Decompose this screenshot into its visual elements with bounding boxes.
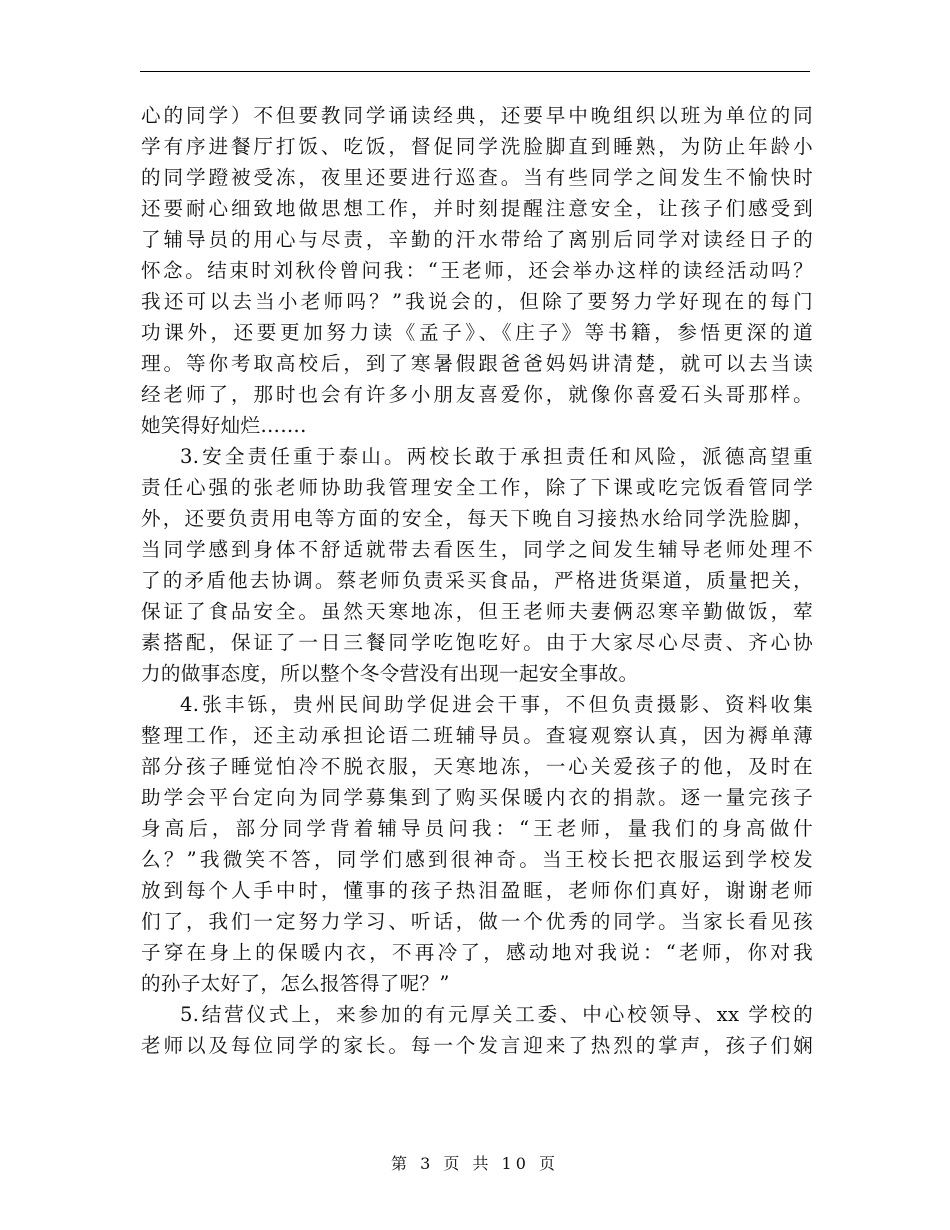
text-line: 了的矛盾他去协调。蔡老师负责采买食品，严格进货渠道，质量把关，	[141, 569, 813, 592]
text-line: 外，还要负责用电等方面的安全，每天下晚自习接热水给同学洗脸脚，	[141, 507, 813, 530]
text-line: 学有序进餐厅打饭、吃饭，督促同学洗脸脚直到睡熟，为防止年龄小	[141, 135, 813, 158]
text-line: 子穿在身上的保暖内衣，不再冷了，感动地对我说：“老师，你对我	[141, 941, 813, 964]
text-line: 力的做事态度，所以整个冬令营没有出现一起安全事故。	[141, 662, 639, 685]
text-line: 的同学蹬被受冻，夜里还要进行巡查。当有些同学之间发生不愉快时	[141, 166, 813, 189]
text-line: 心的同学）不但要教同学诵读经典，还要早中晚组织以班为单位的同	[141, 104, 813, 127]
paragraph-4	[141, 999, 813, 1061]
text-line: 身高后，部分同学背着辅导员问我：“王老师，量我们的身高做什	[141, 817, 813, 840]
text-line: 的孙子太好了，怎么报答得了呢？”	[141, 972, 450, 995]
text-line: 老师以及每位同学的家长。每一个发言迎来了热烈的掌声，孩子们娴	[141, 1034, 813, 1057]
page-number-footer: 第 3 页 共 10 页	[391, 1154, 559, 1173]
text-line: 3.安全责任重于泰山。两校长敢于承担责任和风险，派德高望重	[180, 445, 813, 468]
paragraph-2	[141, 441, 813, 689]
text-line: 们了，我们一定努力学习、听话，做一个优秀的同学。当家长看见孩	[141, 910, 813, 933]
document-body	[141, 100, 813, 1061]
text-line: 当同学感到身体不舒适就带去看医生，同学之间发生辅导老师处理不	[141, 538, 813, 561]
paragraph-3	[141, 689, 813, 999]
text-line: 5.结营仪式上，来参加的有元厚关工委、中心校领导、xx 学校的	[180, 1003, 813, 1026]
text-line: 么？”我微笑不答，同学们感到很神奇。当王校长把衣服运到学校发	[141, 848, 813, 871]
text-line: 经老师了，那时也会有许多小朋友喜爱你，就像你喜爱石头哥那样。	[141, 383, 813, 406]
text-line: 助学会平台定向为同学募集到了购买保暖内衣的捐款。逐一量完孩子	[141, 786, 813, 809]
text-line: 4.张丰铄，贵州民间助学促进会干事，不但负责摄影、资料收集	[180, 693, 813, 716]
text-line: 素搭配，保证了一日三餐同学吃饱吃好。由于大家尽心尽责、齐心协	[141, 631, 813, 654]
text-line: 部分孩子睡觉怕冷不脱衣服，天寒地冻，一心关爱孩子的他，及时在	[141, 755, 813, 778]
text-line: 我还可以去当小老师吗？”我说会的，但除了要努力学好现在的每门	[141, 290, 813, 313]
text-line: 了辅导员的用心与尽责，辛勤的汗水带给了离别后同学对读经日子的	[141, 228, 813, 251]
text-line: 保证了食品安全。虽然天寒地冻，但王老师夫妻俩忍寒辛勤做饭，荤	[141, 600, 813, 623]
text-line: 责任心强的张老师协助我管理安全工作，除了下课或吃完饭看管同学	[141, 476, 813, 499]
text-line: 她笑得好灿烂…….	[141, 414, 307, 437]
text-line: 整理工作，还主动承担论语二班辅导员。查寝观察认真，因为褥单薄	[141, 724, 813, 747]
text-line: 怀念。结束时刘秋伶曾问我：“王老师，还会举办这样的读经活动吗？	[141, 259, 813, 282]
text-line: 放到每个人手中时，懂事的孩子热泪盈眶，老师你们真好，谢谢老师	[141, 879, 813, 902]
header-rule	[140, 71, 810, 72]
text-line: 功课外，还要更加努力读《孟子》、《庄子》等书籍，参悟更深的道	[141, 321, 813, 344]
text-line: 还要耐心细致地做思想工作，并时刻提醒注意安全，让孩子们感受到	[141, 197, 813, 220]
text-line: 理。等你考取高校后，到了寒暑假跟爸爸妈妈讲清楚，就可以去当读	[141, 352, 813, 375]
paragraph-1	[141, 100, 813, 441]
